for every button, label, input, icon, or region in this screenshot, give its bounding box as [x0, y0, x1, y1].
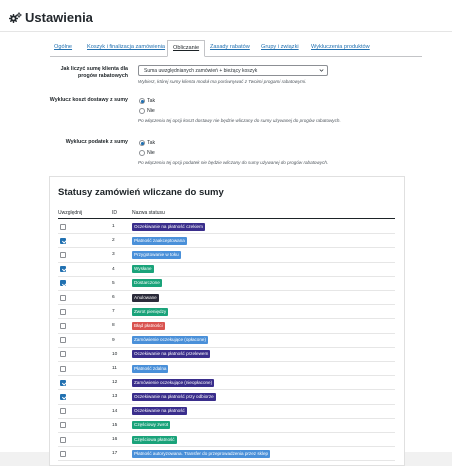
status-id: 10 [112, 351, 118, 357]
exclude-tax-no-radio[interactable] [139, 150, 145, 156]
table-row [58, 362, 395, 376]
table-row [58, 277, 395, 291]
status-id: 16 [112, 437, 118, 442]
tab-general[interactable]: Ogólne [54, 44, 73, 50]
include-status-checkbox[interactable] [60, 295, 66, 301]
include-status-checkbox[interactable] [60, 380, 66, 386]
table-row [58, 220, 395, 234]
exclude-shipping-no-radio[interactable] [139, 108, 145, 114]
status-badge: Zwrot pieniędzy [134, 308, 167, 314]
status-id: 5 [112, 280, 115, 286]
table-row [58, 291, 395, 305]
exclude-shipping-description: Po włączeniu tej opcji koszt dostawy nie będzie wliczany do sumy używanej do progów rabatowych. [138, 118, 341, 123]
include-status-checkbox[interactable] [60, 408, 66, 414]
tab-product-exclusions[interactable]: Wykluczenia produktów [311, 44, 370, 50]
sum-basis-label-line: Jak liczyć sumę klienta dla [60, 66, 128, 72]
exclude-tax-description: Po włączeniu tej opcji podatek nie będzie wliczany do sumy używanej do progów rabatowych. [138, 160, 329, 165]
include-status-checkbox[interactable] [60, 337, 66, 343]
table-row [58, 234, 395, 248]
exclude-tax-no-label: Nie [147, 150, 155, 156]
status-id: 4 [112, 266, 115, 272]
column-include: Uwzględnij [58, 210, 83, 216]
tab-cart-checkout[interactable]: Koszyk i finalizacja zamówienia [87, 44, 166, 50]
tab-calculation[interactable]: Obliczanie [167, 40, 205, 57]
include-status-checkbox[interactable] [60, 224, 66, 230]
status-badge: Oczekiwanie na płatność przy odbiorze [134, 393, 214, 399]
status-id: 13 [112, 394, 118, 400]
include-status-checkbox[interactable] [60, 323, 66, 329]
statuses-card [49, 176, 405, 466]
table-row [58, 305, 395, 319]
exclude-shipping-label: Wyklucz koszt dostawy z sumy [49, 97, 128, 103]
include-status-checkbox[interactable] [60, 351, 66, 357]
status-badge: Płatność zdalna [134, 365, 167, 371]
gears-icon [9, 12, 22, 24]
include-status-checkbox[interactable] [60, 266, 66, 272]
status-badge: Częściowy zwrot [134, 422, 169, 428]
table-row [58, 319, 395, 333]
tab-discount-rules[interactable]: Zasady rabatów [210, 44, 250, 50]
status-id: 17 [112, 451, 118, 457]
status-id: 6 [112, 295, 115, 300]
status-id: 12 [112, 380, 118, 386]
status-badge: Płatność autoryzowana. Transfer do przeprowadzenia przez sklep [134, 450, 269, 456]
sum-basis-select[interactable] [138, 65, 328, 76]
include-status-checkbox[interactable] [60, 394, 66, 400]
statuses-title: Statusy zamówień wliczane do sumy [58, 187, 224, 198]
status-badge: Przygotowanie w toku [134, 251, 179, 257]
sum-basis-label-line: progów rabatowych [77, 73, 128, 79]
status-id: 8 [112, 323, 115, 329]
status-badge: Oczekiwanie na płatność czekiem [134, 223, 203, 229]
table-row [58, 263, 395, 277]
status-id: 15 [112, 422, 118, 428]
exclude-shipping-yes-label: Tak [147, 98, 156, 104]
table-row [58, 433, 395, 447]
status-id: 7 [112, 309, 115, 315]
include-status-checkbox[interactable] [60, 451, 66, 457]
include-status-checkbox[interactable] [60, 309, 66, 315]
include-status-checkbox[interactable] [60, 366, 66, 372]
table-row [58, 348, 395, 362]
table-row [58, 447, 395, 461]
include-status-checkbox[interactable] [60, 238, 66, 244]
exclude-tax-yes-label: Tak [147, 140, 156, 146]
status-badge: Błąd płatności [134, 322, 163, 328]
table-row [58, 376, 395, 390]
status-badge: Anulowane [134, 294, 157, 300]
chevron-down-icon [319, 68, 324, 73]
include-status-checkbox[interactable] [60, 280, 66, 286]
sum-basis-select-value: Suma uwzględnianych zamówień + bieżący koszyk [144, 68, 258, 74]
status-badge: Oczekiwanie na płatność [134, 408, 185, 414]
include-status-checkbox[interactable] [60, 437, 66, 443]
tab-groups-relations[interactable]: Grupy i związki [261, 44, 299, 50]
include-status-checkbox[interactable] [60, 252, 66, 258]
status-badge: Oczekiwanie na płatność przelewem [134, 351, 209, 357]
status-id: 3 [112, 252, 115, 258]
status-id: 9 [112, 337, 115, 343]
exclude-shipping-yes-radio[interactable] [139, 98, 145, 104]
table-row [58, 390, 395, 404]
table-row [58, 419, 395, 433]
table-row [58, 248, 395, 262]
status-id: 11 [112, 366, 117, 371]
sum-basis-label [50, 66, 128, 80]
status-id: 14 [112, 408, 118, 414]
status-badge: Zamówienie oczekujące (opłacone) [134, 337, 207, 343]
page-title: Ustawienia [25, 10, 93, 25]
status-id: 1 [112, 224, 115, 229]
exclude-tax-yes-radio[interactable] [139, 140, 145, 146]
exclude-tax-label: Wyklucz podatek z sumy [65, 139, 128, 145]
column-status-name: Nazwa statusu [132, 210, 165, 216]
status-badge: Zamówienie oczekujące (nieopłacone) [134, 379, 213, 385]
sum-basis-description: Wybierz, której sumy klienta moduł ma porównywać z Twoimi progami rabatowymi. [138, 79, 307, 84]
status-badge: Częściowa płatność [134, 436, 175, 442]
status-badge: Dostarczone [134, 280, 160, 286]
table-header-divider [58, 218, 395, 219]
status-badge: Wysłane [134, 266, 152, 272]
settings-tabs [50, 40, 422, 57]
status-id: 2 [112, 238, 115, 244]
page-header [0, 0, 452, 32]
exclude-shipping-no-label: Nie [147, 108, 155, 114]
table-row [58, 405, 395, 419]
status-badge: Płatność zaakceptowana [134, 237, 185, 243]
column-id: ID [112, 210, 117, 216]
table-row [58, 334, 395, 348]
include-status-checkbox[interactable] [60, 422, 66, 428]
